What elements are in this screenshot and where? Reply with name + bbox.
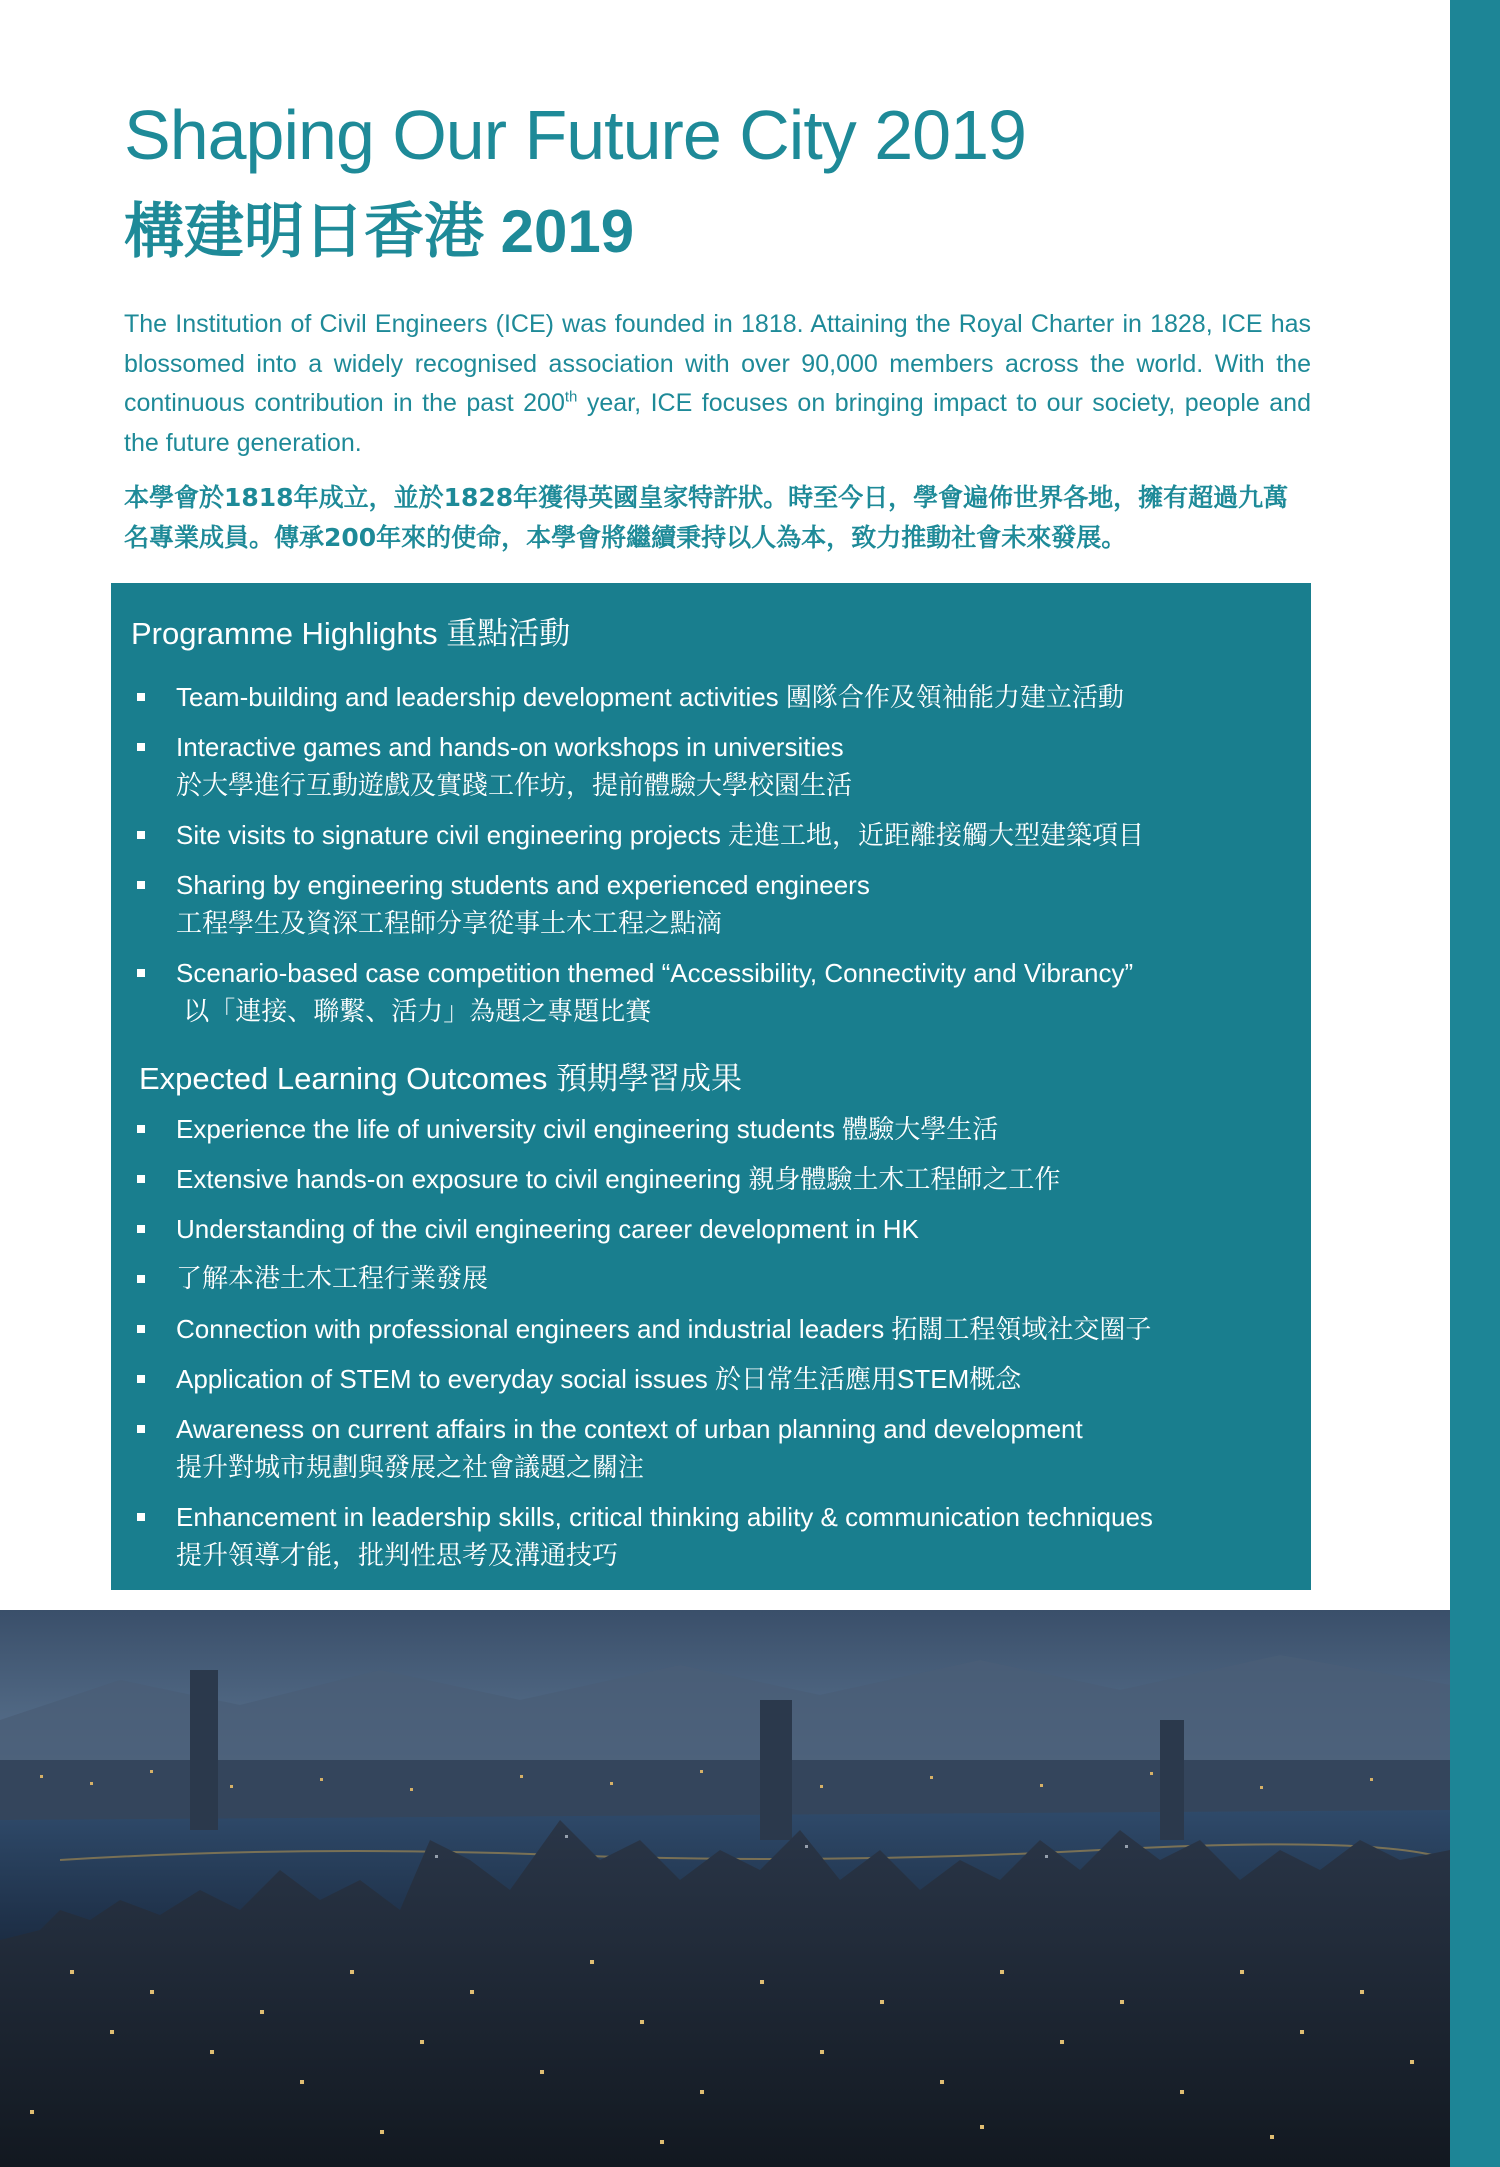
list-item-line-zh: 提升領導才能，批判性思考及溝通技巧 — [176, 1540, 619, 1570]
bullet-icon — [137, 1175, 145, 1183]
bullet-icon — [137, 693, 145, 701]
bullet-icon — [137, 969, 145, 977]
list-item-line: Enhancement in leadership skills, critical thinking ability & communication techniques — [176, 1502, 1153, 1532]
page-title-chinese: 構建明日香港 2019 — [124, 198, 635, 265]
intro-superscript: th — [564, 388, 578, 406]
list-item-line: Experience the life of university civil engineering students 體驗大學生活 — [176, 1114, 999, 1144]
list-item — [111, 678, 1311, 716]
programme-panel — [111, 583, 1311, 1590]
highlights-list — [111, 678, 1311, 1042]
list-item-line: Interactive games and hands-on workshops in universities — [176, 732, 844, 762]
bullet-icon — [137, 1425, 145, 1433]
bullet-icon — [137, 1513, 145, 1521]
list-item-line: Sharing by engineering students and experienced engineers — [176, 870, 870, 900]
list-item-line: Understanding of the civil engineering career development in HK — [176, 1214, 919, 1244]
list-item-line: 了解本港土木工程行業發展 — [176, 1264, 489, 1294]
intro-paragraph-chinese: 本學會於1818年成立，並於1828年獲得英國皇家特許狀。時至今日，學會遍佈世界各地，擁有超過九萬名專業成員。傳承200年來的使命，本學會將繼續秉持以人為本，致力推動社會未來發展。 — [124, 483, 1289, 552]
outcomes-heading: Expected Learning Outcomes 預期學習成果 — [139, 1061, 743, 1096]
list-item-line-zh: 於大學進行互動遊戲及實踐工作坊，提前體驗大學校園生活 — [176, 770, 853, 800]
bullet-icon — [137, 1375, 145, 1383]
list-item — [111, 1110, 1311, 1148]
side-accent-band — [1450, 0, 1500, 2167]
bullet-icon — [137, 1275, 145, 1283]
list-item — [111, 1410, 1311, 1486]
list-item-line: Application of STEM to everyday social issues 於日常生活應用STEM概念 — [176, 1364, 1022, 1394]
intro-text-part-1: The Institution of Civil Engineers (ICE) was founded in 1818. Attaining the Royal Charter in 1828, ICE has blossomed into a widely recognised association with over 90,000 members across the world. With the continuous contribution in the past 200 — [124, 310, 1311, 417]
bullet-icon — [137, 1325, 145, 1333]
list-item-line-zh: 提升對城市規劃與發展之社會議題之關注 — [176, 1452, 645, 1482]
list-item-line: Awareness on current affairs in the context of urban planning and development — [176, 1414, 1083, 1444]
list-item-line-zh: 工程學生及資深工程師分享從事土木工程之點滴 — [176, 908, 723, 938]
bullet-icon — [137, 831, 145, 839]
list-item-line: Scenario-based case competition themed “Accessibility, Connectivity and Vibrancy” — [176, 958, 1134, 988]
list-item — [111, 866, 1311, 942]
bullet-icon — [137, 1125, 145, 1133]
intro-text-part-2: year, ICE focuses on bringing impact to our society, people and the future generation. — [124, 389, 1311, 457]
page-title-english: Shaping Our Future City 2019 — [124, 96, 1026, 174]
list-item-line-zh: 以「連接、聯繫、活力」為題之專題比賽 — [176, 996, 652, 1026]
list-item — [111, 728, 1311, 804]
list-item — [111, 954, 1311, 1030]
list-item — [111, 1260, 1311, 1298]
list-item-line: Team-building and leadership development activities 團隊合作及領袖能力建立活動 — [176, 682, 1124, 712]
list-item — [111, 1210, 1311, 1248]
list-item — [111, 1160, 1311, 1198]
list-item-line: Connection with professional engineers and industrial leaders 拓闊工程領域社交圈子 — [176, 1314, 1152, 1344]
city-skyline-photo — [0, 1610, 1450, 2167]
bullet-icon — [137, 1225, 145, 1233]
list-item-line: Extensive hands-on exposure to civil engineering 親身體驗土木工程師之工作 — [176, 1164, 1061, 1194]
list-item — [111, 1310, 1311, 1348]
list-item — [111, 816, 1311, 854]
list-item — [111, 1360, 1311, 1398]
intro-paragraph-english — [124, 305, 1311, 463]
outcomes-list — [111, 1110, 1311, 1586]
highlights-heading: Programme Highlights 重點活動 — [131, 616, 571, 651]
bullet-icon — [137, 743, 145, 751]
list-item-line: Site visits to signature civil engineering projects 走進工地，近距離接觸大型建築項目 — [176, 820, 1145, 850]
list-item — [111, 1498, 1311, 1574]
bullet-icon — [137, 881, 145, 889]
